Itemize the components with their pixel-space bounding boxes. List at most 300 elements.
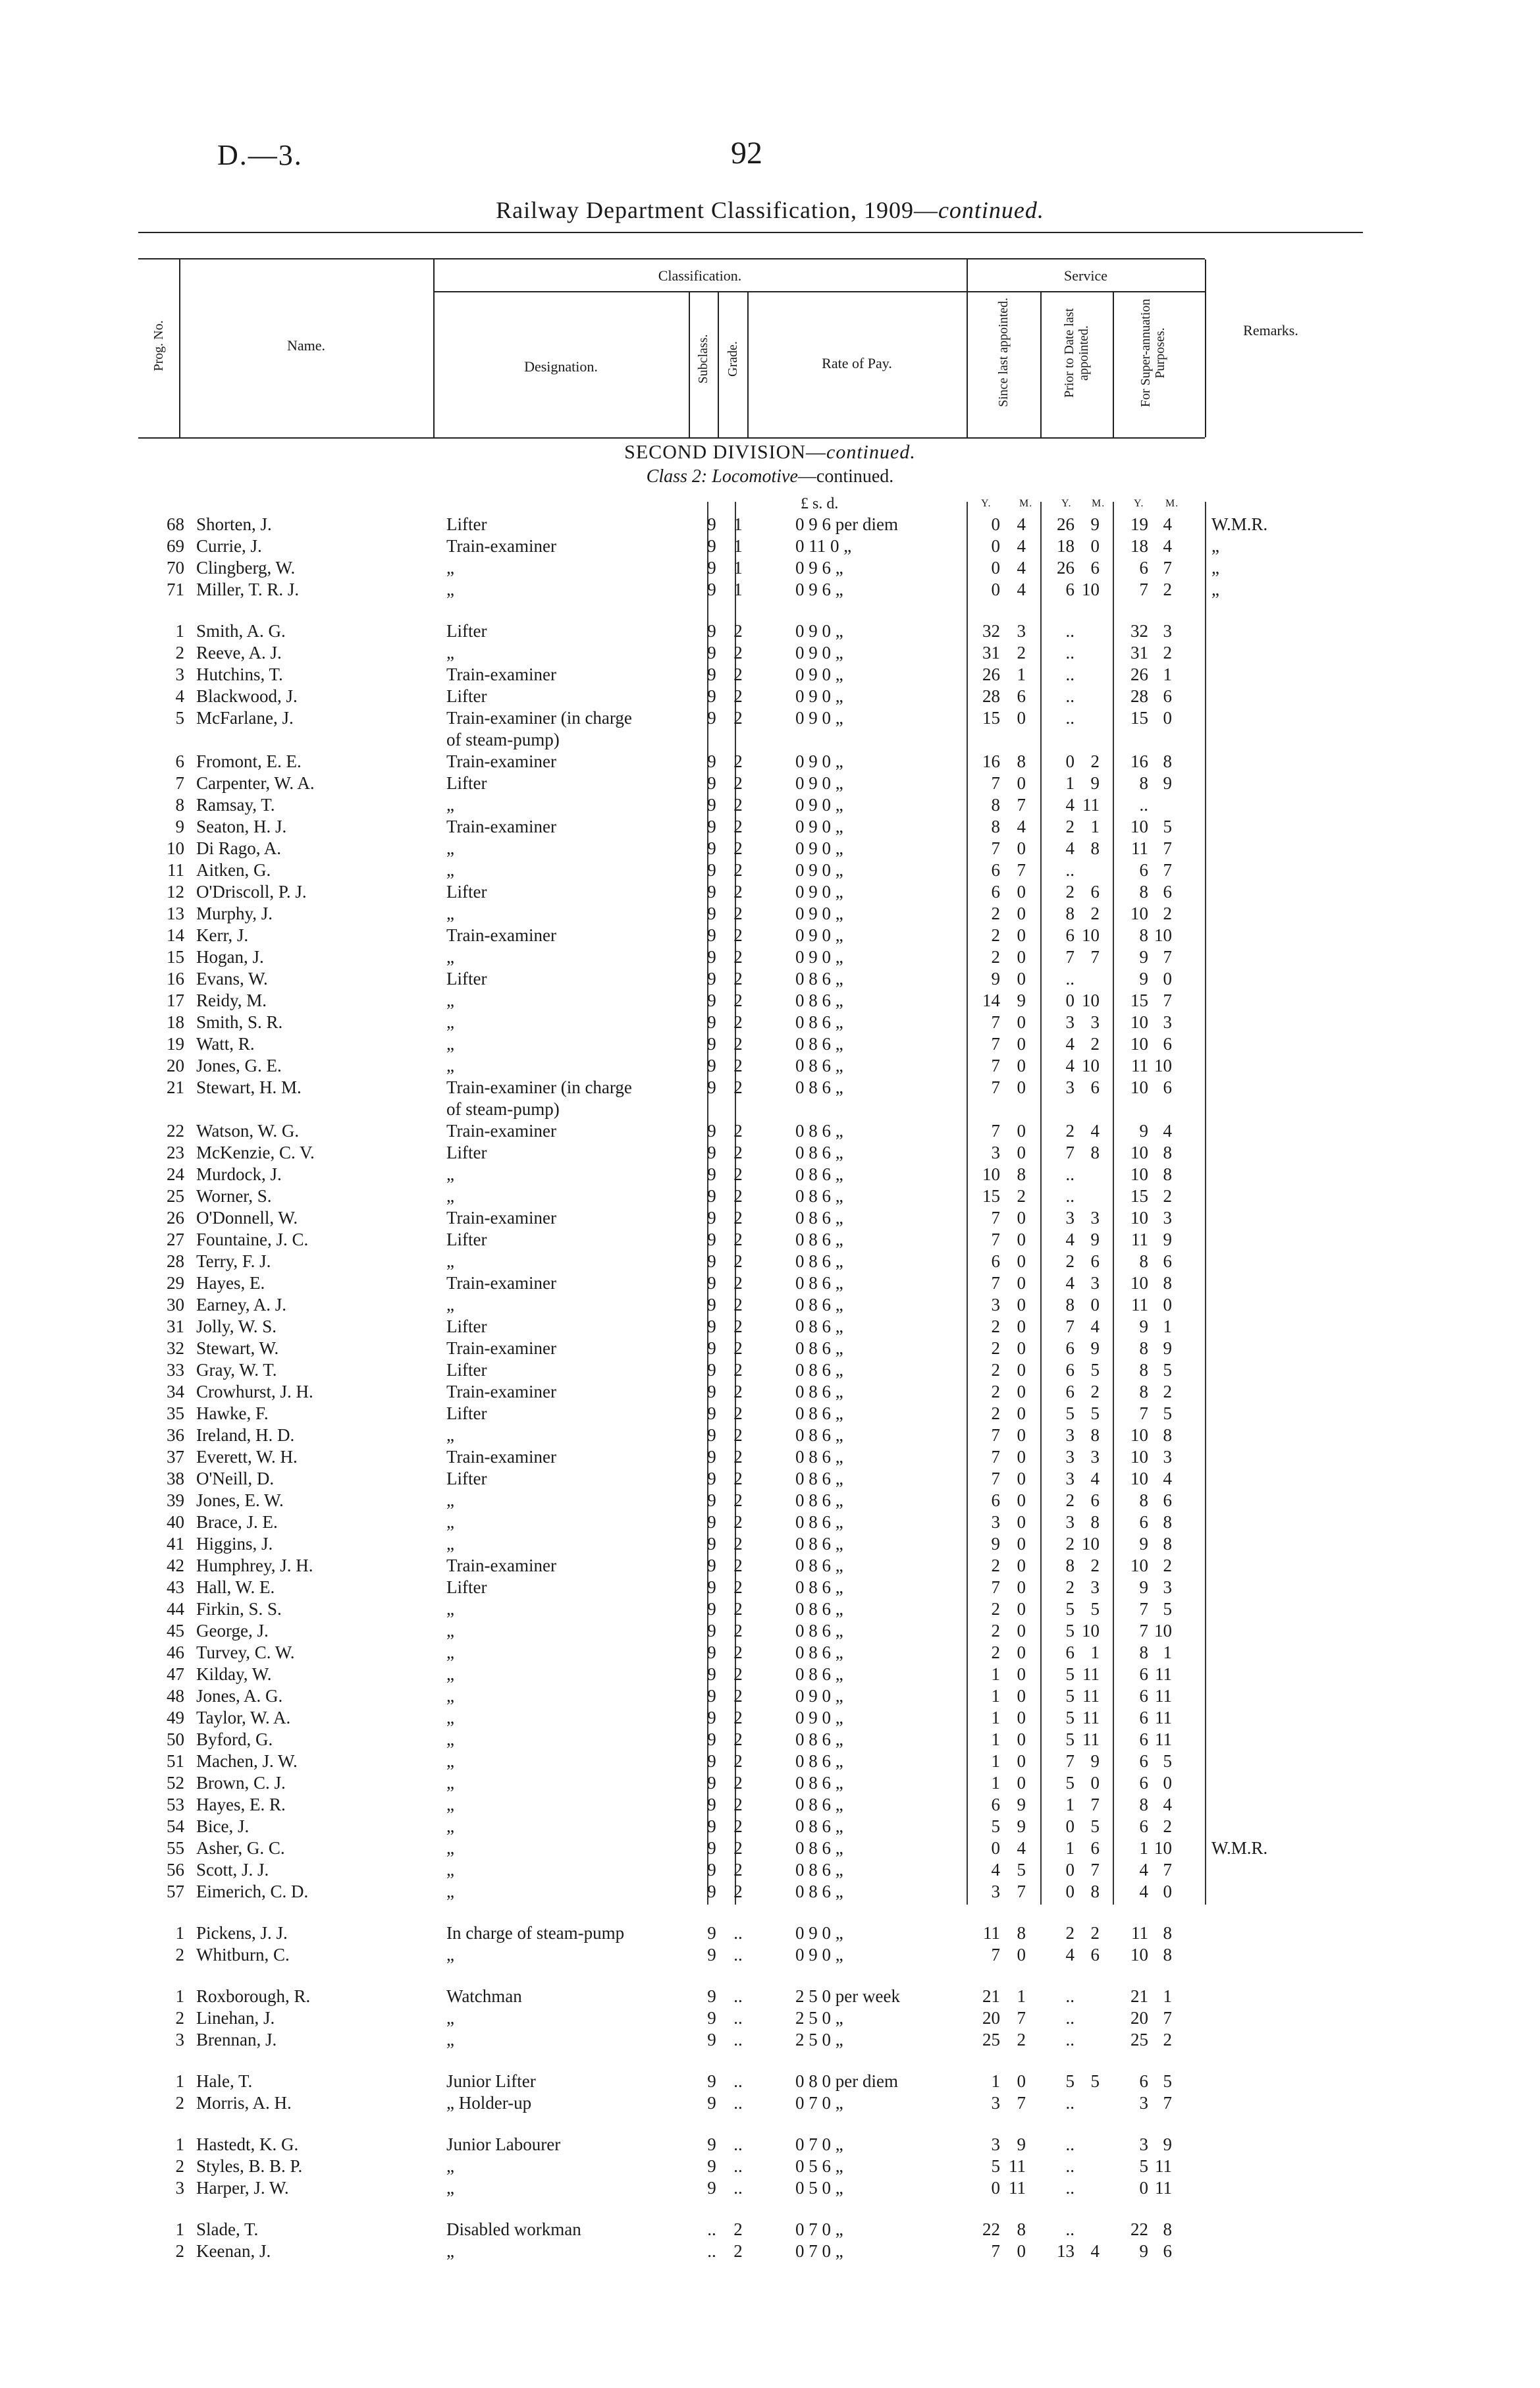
cell-since-years: 1 bbox=[991, 1664, 1000, 1684]
table-row bbox=[138, 1772, 1337, 1794]
cell-since-months: 9 bbox=[1017, 990, 1026, 1010]
cell-prog-no: 49 bbox=[167, 1708, 184, 1727]
cell-super-months: 4 bbox=[1163, 1121, 1172, 1141]
unit-years: Y. bbox=[1134, 498, 1144, 509]
cell-prog-no: 2 bbox=[175, 2156, 184, 2176]
cell-name: Keenan, J. bbox=[196, 2241, 271, 2261]
cell-rate-of-pay: 0 8 6 „ bbox=[795, 990, 843, 1010]
cell-since-months: 0 bbox=[1017, 1143, 1026, 1162]
cell-super-years: 15 bbox=[1130, 990, 1148, 1010]
cell-rate-of-pay: 0 8 0 per diem bbox=[795, 2071, 898, 2091]
cell-prior-years: .. bbox=[1065, 2219, 1075, 2239]
cell-rate-of-pay: 0 8 6 „ bbox=[795, 1642, 843, 1662]
cell-remarks: W.M.R. bbox=[1211, 514, 1268, 534]
cell-rate-of-pay: 2 5 0 „ bbox=[795, 2008, 843, 2028]
cell-since-months: 0 bbox=[1017, 1490, 1026, 1510]
header-superannuation: For Super-annuation Purposes. bbox=[1138, 298, 1167, 408]
cell-super-months: 11 bbox=[1155, 1686, 1172, 1706]
cell-super-months: 4 bbox=[1163, 536, 1172, 556]
cell-name: Murphy, J. bbox=[196, 904, 273, 923]
cell-since-months: 9 bbox=[1017, 1816, 1026, 1836]
cell-prior-months: 7 bbox=[1090, 947, 1100, 967]
cell-grade: 2 bbox=[733, 1512, 743, 1532]
cell-grade: 2 bbox=[733, 860, 743, 880]
cell-prior-months: 8 bbox=[1090, 1882, 1100, 1901]
cell-prog-no: 15 bbox=[167, 947, 184, 967]
cell-name: Carpenter, W. A. bbox=[196, 773, 315, 793]
header-remarks: Remarks. bbox=[1243, 322, 1298, 339]
cell-prior-months: 7 bbox=[1090, 1860, 1100, 1880]
table-row bbox=[138, 1881, 1337, 1903]
table-row bbox=[138, 1120, 1337, 1142]
cell-prior-years: 1 bbox=[1065, 1795, 1075, 1814]
cell-prior-years: 4 bbox=[1065, 838, 1075, 858]
cell-name: Morris, A. H. bbox=[196, 2093, 292, 2113]
cell-rate-of-pay: 0 9 0 „ bbox=[795, 882, 843, 902]
cell-name: Ramsay, T. bbox=[196, 795, 275, 815]
cell-grade: 2 bbox=[733, 925, 743, 945]
cell-super-years: 8 bbox=[1139, 1382, 1148, 1401]
cell-designation: Train-examiner (in charge bbox=[446, 1077, 632, 1097]
cell-name: Higgins, J. bbox=[196, 1534, 273, 1554]
cell-super-months: 11 bbox=[1155, 1708, 1172, 1727]
cell-since-years: 2 bbox=[991, 1599, 1000, 1619]
cell-prior-months: 4 bbox=[1090, 2241, 1100, 2261]
cell-designation: „ bbox=[446, 1773, 454, 1793]
cell-since-years: 6 bbox=[991, 1490, 1000, 1510]
cell-since-years: 31 bbox=[982, 643, 1000, 663]
cell-since-years: 2 bbox=[991, 1338, 1000, 1358]
unit-months: M. bbox=[1019, 498, 1033, 509]
cell-grade: 2 bbox=[733, 1316, 743, 1336]
cell-prior-years: 5 bbox=[1065, 1664, 1075, 1684]
cell-since-years: 7 bbox=[991, 1447, 1000, 1467]
class-continued: —continued. bbox=[797, 466, 894, 487]
cell-grade: 2 bbox=[733, 1077, 743, 1097]
cell-super-months: 0 bbox=[1163, 969, 1172, 989]
cell-since-months: 0 bbox=[1017, 1686, 1026, 1706]
cell-name: Reeve, A. J. bbox=[196, 643, 282, 663]
cell-subclass: 9 bbox=[707, 990, 716, 1010]
cell-name: Scott, J. J. bbox=[196, 1860, 269, 1880]
cell-name: Earney, A. J. bbox=[196, 1295, 286, 1315]
cell-name: Taylor, W. A. bbox=[196, 1708, 291, 1727]
cell-designation: „ bbox=[446, 1164, 454, 1184]
cell-since-months: 0 bbox=[1017, 947, 1026, 967]
cell-prog-no: 46 bbox=[167, 1642, 184, 1662]
cell-rate-of-pay: 0 8 6 „ bbox=[795, 1838, 843, 1858]
cell-since-years: 7 bbox=[991, 1121, 1000, 1141]
cell-prior-years: 5 bbox=[1065, 1621, 1075, 1641]
cell-super-years: 16 bbox=[1130, 751, 1148, 771]
cell-since-years: 2 bbox=[991, 1316, 1000, 1336]
cell-grade: 2 bbox=[733, 1534, 743, 1554]
cell-designation: „ bbox=[446, 1490, 454, 1510]
cell-prog-no: 1 bbox=[175, 621, 184, 641]
cell-prior-years: .. bbox=[1065, 2093, 1075, 2113]
cell-subclass: 9 bbox=[707, 1490, 716, 1510]
cell-prior-years: 0 bbox=[1065, 751, 1075, 771]
cell-designation: „ bbox=[446, 838, 454, 858]
cell-subclass: 9 bbox=[707, 1795, 716, 1814]
cell-designation: Train-examiner bbox=[446, 925, 556, 945]
cell-rate-of-pay: 0 8 6 „ bbox=[795, 1447, 843, 1467]
cell-prog-no: 13 bbox=[167, 904, 184, 923]
cell-name: O'Donnell, W. bbox=[196, 1208, 298, 1228]
cell-prior-years: 2 bbox=[1065, 817, 1075, 836]
cell-prior-years: 5 bbox=[1065, 1686, 1075, 1706]
cell-subclass: 9 bbox=[707, 1382, 716, 1401]
cell-grade: 2 bbox=[733, 1230, 743, 1249]
cell-since-months: 0 bbox=[1017, 1599, 1026, 1619]
cell-prog-no: 11 bbox=[167, 860, 184, 880]
cell-since-years: 0 bbox=[991, 580, 1000, 599]
cell-prior-months: 5 bbox=[1090, 2071, 1100, 2091]
table-row bbox=[138, 1922, 1337, 1944]
cell-prior-years: 6 bbox=[1065, 580, 1075, 599]
cell-since-years: 2 bbox=[991, 1642, 1000, 1662]
cell-grade: 2 bbox=[733, 751, 743, 771]
cell-prior-months: 6 bbox=[1090, 882, 1100, 902]
cell-designation: Lifter bbox=[446, 1469, 487, 1488]
cell-designation: „ bbox=[446, 904, 454, 923]
cell-since-years: 2 bbox=[991, 947, 1000, 967]
cell-subclass: 9 bbox=[707, 1860, 716, 1880]
cell-super-years: 7 bbox=[1139, 1599, 1148, 1619]
cell-since-years: 3 bbox=[991, 1143, 1000, 1162]
cell-prior-years: 3 bbox=[1065, 1208, 1075, 1228]
cell-prior-months: 5 bbox=[1090, 1816, 1100, 1836]
header-prog-no: Prog. No. bbox=[151, 320, 166, 371]
cell-name: Hayes, E. R. bbox=[196, 1795, 286, 1814]
cell-since-months: 11 bbox=[1009, 2156, 1026, 2176]
cell-prior-months: 0 bbox=[1090, 1295, 1100, 1315]
cell-designation: Lifter bbox=[446, 686, 487, 706]
cell-subclass: 9 bbox=[707, 1986, 716, 2006]
cell-prog-no: 32 bbox=[167, 1338, 184, 1358]
cell-name: Ireland, H. D. bbox=[196, 1425, 295, 1445]
cell-super-months: 7 bbox=[1163, 838, 1172, 858]
cell-prior-months: 3 bbox=[1090, 1208, 1100, 1228]
table-row bbox=[138, 968, 1337, 990]
cell-prior-months: 5 bbox=[1090, 1403, 1100, 1423]
cell-grade: 2 bbox=[733, 686, 743, 706]
cell-rate-of-pay: 0 7 0 „ bbox=[795, 2134, 843, 2154]
cell-prog-no: 53 bbox=[167, 1795, 184, 1814]
cell-name: Brennan, J. bbox=[196, 2030, 277, 2049]
top-rule bbox=[138, 232, 1363, 233]
cell-rate-of-pay: 0 9 0 „ bbox=[795, 860, 843, 880]
cell-prior-years: 1 bbox=[1065, 773, 1075, 793]
cell-rate-of-pay: 0 8 6 „ bbox=[795, 1599, 843, 1619]
cell-since-years: 8 bbox=[991, 795, 1000, 815]
cell-super-months: 10 bbox=[1154, 1056, 1172, 1075]
cell-grade: 2 bbox=[733, 2219, 743, 2239]
cell-super-months: 3 bbox=[1163, 1577, 1172, 1597]
cell-since-years: 6 bbox=[991, 1251, 1000, 1271]
cell-super-months: 5 bbox=[1163, 2071, 1172, 2091]
cell-since-years: 15 bbox=[982, 1186, 1000, 1206]
cell-grade: 2 bbox=[733, 838, 743, 858]
cell-grade: 2 bbox=[733, 1773, 743, 1793]
cell-since-months: 0 bbox=[1017, 1034, 1026, 1054]
cell-super-years: 9 bbox=[1139, 969, 1148, 989]
cell-prior-months: 7 bbox=[1090, 1795, 1100, 1814]
cell-super-months: 5 bbox=[1163, 817, 1172, 836]
cell-since-months: 0 bbox=[1017, 969, 1026, 989]
cell-super-years: 6 bbox=[1139, 2071, 1148, 2091]
cell-since-years: 11 bbox=[983, 1923, 1000, 1943]
cell-name: Brown, C. J. bbox=[196, 1773, 286, 1793]
table-row bbox=[138, 1142, 1337, 1164]
cell-rate-of-pay: 0 8 6 „ bbox=[795, 1795, 843, 1814]
cell-since-years: 0 bbox=[991, 514, 1000, 534]
header-divider bbox=[1205, 259, 1206, 437]
cell-subclass: 9 bbox=[707, 1316, 716, 1336]
cell-subclass: 9 bbox=[707, 2030, 716, 2049]
table-row bbox=[138, 1164, 1337, 1185]
cell-super-years: 9 bbox=[1139, 2241, 1148, 2261]
cell-subclass: 9 bbox=[707, 1186, 716, 1206]
cell-designation: „ bbox=[446, 1186, 454, 1206]
cell-super-months: 11 bbox=[1155, 2178, 1172, 2198]
cell-prior-years: .. bbox=[1065, 665, 1075, 684]
cell-since-years: 9 bbox=[991, 1534, 1000, 1554]
cell-super-years: 15 bbox=[1130, 708, 1148, 728]
cell-super-years: 11 bbox=[1131, 838, 1148, 858]
cell-since-years: 7 bbox=[991, 2241, 1000, 2261]
cell-rate-of-pay: 0 9 0 „ bbox=[795, 686, 843, 706]
table-row bbox=[138, 1403, 1337, 1425]
cell-name: Jones, G. E. bbox=[196, 1056, 282, 1075]
cell-super-years: 6 bbox=[1139, 860, 1148, 880]
cell-super-months: 1 bbox=[1163, 665, 1172, 684]
cell-prior-years: 4 bbox=[1065, 1230, 1075, 1249]
cell-super-months: 10 bbox=[1154, 1621, 1172, 1641]
cell-super-months: 2 bbox=[1163, 1186, 1172, 1206]
division-continued: continued. bbox=[826, 441, 916, 463]
cell-super-years: 3 bbox=[1139, 2093, 1148, 2113]
cell-subclass: 9 bbox=[707, 925, 716, 945]
cell-subclass: 9 bbox=[707, 1034, 716, 1054]
cell-since-years: 7 bbox=[991, 1425, 1000, 1445]
cell-since-months: 0 bbox=[1017, 1751, 1026, 1771]
cell-name: Everett, W. H. bbox=[196, 1447, 298, 1467]
cell-rate-of-pay: 0 8 6 „ bbox=[795, 1490, 843, 1510]
cell-grade: 2 bbox=[733, 1056, 743, 1075]
cell-name: Whitburn, C. bbox=[196, 1945, 290, 1965]
cell-name: Slade, T. bbox=[196, 2219, 259, 2239]
cell-name: Styles, B. B. P. bbox=[196, 2156, 303, 2176]
cell-super-years: 10 bbox=[1130, 1012, 1148, 1032]
cell-prior-months: 6 bbox=[1090, 558, 1100, 578]
cell-subclass: .. bbox=[707, 2241, 716, 2261]
cell-prior-months: 2 bbox=[1090, 1556, 1100, 1575]
cell-super-years: 3 bbox=[1139, 2134, 1148, 2154]
cell-super-years: 21 bbox=[1130, 1986, 1148, 2006]
cell-since-months: 4 bbox=[1017, 558, 1026, 578]
table-row bbox=[138, 1425, 1337, 1446]
cell-subclass: 9 bbox=[707, 969, 716, 989]
table-row bbox=[138, 2134, 1337, 2156]
cell-rate-of-pay: 0 9 0 „ bbox=[795, 904, 843, 923]
table-row bbox=[138, 1468, 1337, 1490]
cell-grade: 2 bbox=[733, 1577, 743, 1597]
cell-prior-months: 11 bbox=[1082, 1729, 1100, 1749]
cell-grade: .. bbox=[733, 2030, 743, 2049]
cell-grade: 2 bbox=[733, 817, 743, 836]
cell-subclass: 9 bbox=[707, 2071, 716, 2091]
cell-prog-no: 3 bbox=[175, 2178, 184, 2198]
cell-since-years: 3 bbox=[991, 1512, 1000, 1532]
cell-subclass: 9 bbox=[707, 1708, 716, 1727]
table-row bbox=[138, 1446, 1337, 1468]
cell-designation: „ bbox=[446, 860, 454, 880]
cell-prior-months: 8 bbox=[1090, 1143, 1100, 1162]
table-row bbox=[138, 707, 1337, 729]
cell-since-years: 1 bbox=[991, 1686, 1000, 1706]
table-row bbox=[138, 903, 1337, 925]
cell-super-years: 8 bbox=[1139, 1251, 1148, 1271]
cell-super-months: 1 bbox=[1163, 1642, 1172, 1662]
cell-since-years: 22 bbox=[982, 2219, 1000, 2239]
cell-since-months: 7 bbox=[1017, 2093, 1026, 2113]
cell-super-months: 0 bbox=[1163, 708, 1172, 728]
cell-rate-of-pay: 0 9 0 „ bbox=[795, 773, 843, 793]
cell-super-years: 8 bbox=[1139, 1795, 1148, 1814]
cell-grade: 2 bbox=[733, 1012, 743, 1032]
cell-designation: Train-examiner bbox=[446, 1208, 556, 1228]
cell-since-years: 3 bbox=[991, 2093, 1000, 2113]
cell-prog-no: 41 bbox=[167, 1534, 184, 1554]
cell-prior-months: 6 bbox=[1090, 1077, 1100, 1097]
cell-prior-years: 5 bbox=[1065, 1729, 1075, 1749]
cell-super-years: 9 bbox=[1139, 1534, 1148, 1554]
cell-rate-of-pay: 0 8 6 „ bbox=[795, 1469, 843, 1488]
cell-grade: .. bbox=[733, 2178, 743, 2198]
cell-designation: „ bbox=[446, 1642, 454, 1662]
cell-designation: Lifter bbox=[446, 969, 487, 989]
cell-prior-months: 2 bbox=[1090, 904, 1100, 923]
cell-super-months: 9 bbox=[1163, 1338, 1172, 1358]
cell-designation: „ bbox=[446, 1251, 454, 1271]
cell-since-months: 3 bbox=[1017, 621, 1026, 641]
cell-grade: 2 bbox=[733, 1816, 743, 1836]
cell-rate-of-pay: 0 8 6 „ bbox=[795, 1230, 843, 1249]
cell-subclass: 9 bbox=[707, 1642, 716, 1662]
cell-super-months: 11 bbox=[1155, 1664, 1172, 1684]
cell-subclass: 9 bbox=[707, 558, 716, 578]
cell-super-years: 10 bbox=[1130, 1273, 1148, 1293]
cell-designation: „ bbox=[446, 2178, 454, 2198]
cell-since-months: 0 bbox=[1017, 904, 1026, 923]
cell-subclass: 9 bbox=[707, 838, 716, 858]
table-row bbox=[138, 514, 1337, 535]
cell-since-months: 0 bbox=[1017, 1273, 1026, 1293]
cell-prog-no: 6 bbox=[175, 751, 184, 771]
cell-grade: 1 bbox=[733, 536, 743, 556]
cell-prior-years: 3 bbox=[1065, 1512, 1075, 1532]
cell-prog-no: 1 bbox=[175, 2134, 184, 2154]
table-row bbox=[138, 1294, 1337, 1316]
cell-rate-of-pay: 0 7 0 „ bbox=[795, 2241, 843, 2261]
cell-prog-no: 35 bbox=[167, 1403, 184, 1423]
cell-super-years: 10 bbox=[1130, 1425, 1148, 1445]
cell-grade: 2 bbox=[733, 1469, 743, 1488]
cell-since-years: 16 bbox=[982, 751, 1000, 771]
cell-prior-years: 0 bbox=[1065, 1860, 1075, 1880]
cell-super-months: 2 bbox=[1163, 904, 1172, 923]
cell-rate-of-pay: 0 8 6 „ bbox=[795, 1816, 843, 1836]
cell-name: Watt, R. bbox=[196, 1034, 255, 1054]
cell-grade: .. bbox=[733, 1945, 743, 1965]
cell-super-months: 8 bbox=[1163, 1425, 1172, 1445]
table-row bbox=[138, 1685, 1337, 1707]
cell-since-years: 9 bbox=[991, 969, 1000, 989]
cell-super-months: 11 bbox=[1155, 2156, 1172, 2176]
cell-super-months: 5 bbox=[1163, 1599, 1172, 1619]
cell-prog-no: 56 bbox=[167, 1860, 184, 1880]
row-gap bbox=[138, 2051, 1337, 2071]
cell-designation: „ bbox=[446, 1860, 454, 1880]
cell-since-months: 0 bbox=[1017, 1773, 1026, 1793]
cell-prog-no: 55 bbox=[167, 1838, 184, 1858]
cell-prior-months: 10 bbox=[1082, 580, 1100, 599]
header-designation: Designation. bbox=[524, 358, 598, 375]
header-subclass: Subclass. bbox=[696, 334, 710, 384]
cell-grade: 2 bbox=[733, 1882, 743, 1901]
cell-since-years: 7 bbox=[991, 1577, 1000, 1597]
cell-prior-months: 10 bbox=[1082, 1056, 1100, 1075]
cell-super-years: 11 bbox=[1131, 1295, 1148, 1315]
cell-since-months: 7 bbox=[1017, 2008, 1026, 2028]
row-gap bbox=[138, 2199, 1337, 2219]
cell-super-months: 7 bbox=[1163, 990, 1172, 1010]
cell-prior-months: 0 bbox=[1090, 1773, 1100, 1793]
cell-name: Firkin, S. S. bbox=[196, 1599, 282, 1619]
cell-since-months: 0 bbox=[1017, 1664, 1026, 1684]
cell-prior-months: 10 bbox=[1082, 1621, 1100, 1641]
cell-super-years: 8 bbox=[1139, 925, 1148, 945]
cell-super-months: 6 bbox=[1163, 1251, 1172, 1271]
cell-since-months: 9 bbox=[1017, 1795, 1026, 1814]
cell-super-months: 8 bbox=[1163, 1164, 1172, 1184]
cell-designation: Disabled workman bbox=[446, 2219, 581, 2239]
cell-prior-months: 6 bbox=[1090, 1490, 1100, 1510]
cell-super-years: 8 bbox=[1139, 1490, 1148, 1510]
cell-super-months: 5 bbox=[1163, 1751, 1172, 1771]
cell-super-years: .. bbox=[1139, 795, 1148, 815]
cell-since-months: 0 bbox=[1017, 1512, 1026, 1532]
cell-grade: 1 bbox=[733, 580, 743, 599]
cell-prior-years: 0 bbox=[1065, 1882, 1075, 1901]
cell-subclass: 9 bbox=[707, 2178, 716, 2198]
cell-since-months: 8 bbox=[1017, 1164, 1026, 1184]
cell-super-years: 9 bbox=[1139, 947, 1148, 967]
row-gap bbox=[138, 601, 1337, 620]
cell-name: Bice, J. bbox=[196, 1816, 250, 1836]
cell-rate-of-pay: 0 8 6 „ bbox=[795, 1012, 843, 1032]
cell-grade: 2 bbox=[733, 1556, 743, 1575]
cell-prior-years: .. bbox=[1065, 2178, 1075, 2198]
cell-super-years: 5 bbox=[1139, 2156, 1148, 2176]
cell-prog-no: 3 bbox=[175, 2030, 184, 2049]
cell-prog-no: 27 bbox=[167, 1230, 184, 1249]
table-row bbox=[138, 620, 1337, 642]
cell-subclass: 9 bbox=[707, 580, 716, 599]
cell-super-years: 4 bbox=[1139, 1882, 1148, 1901]
cell-super-years: 1 bbox=[1139, 1838, 1148, 1858]
